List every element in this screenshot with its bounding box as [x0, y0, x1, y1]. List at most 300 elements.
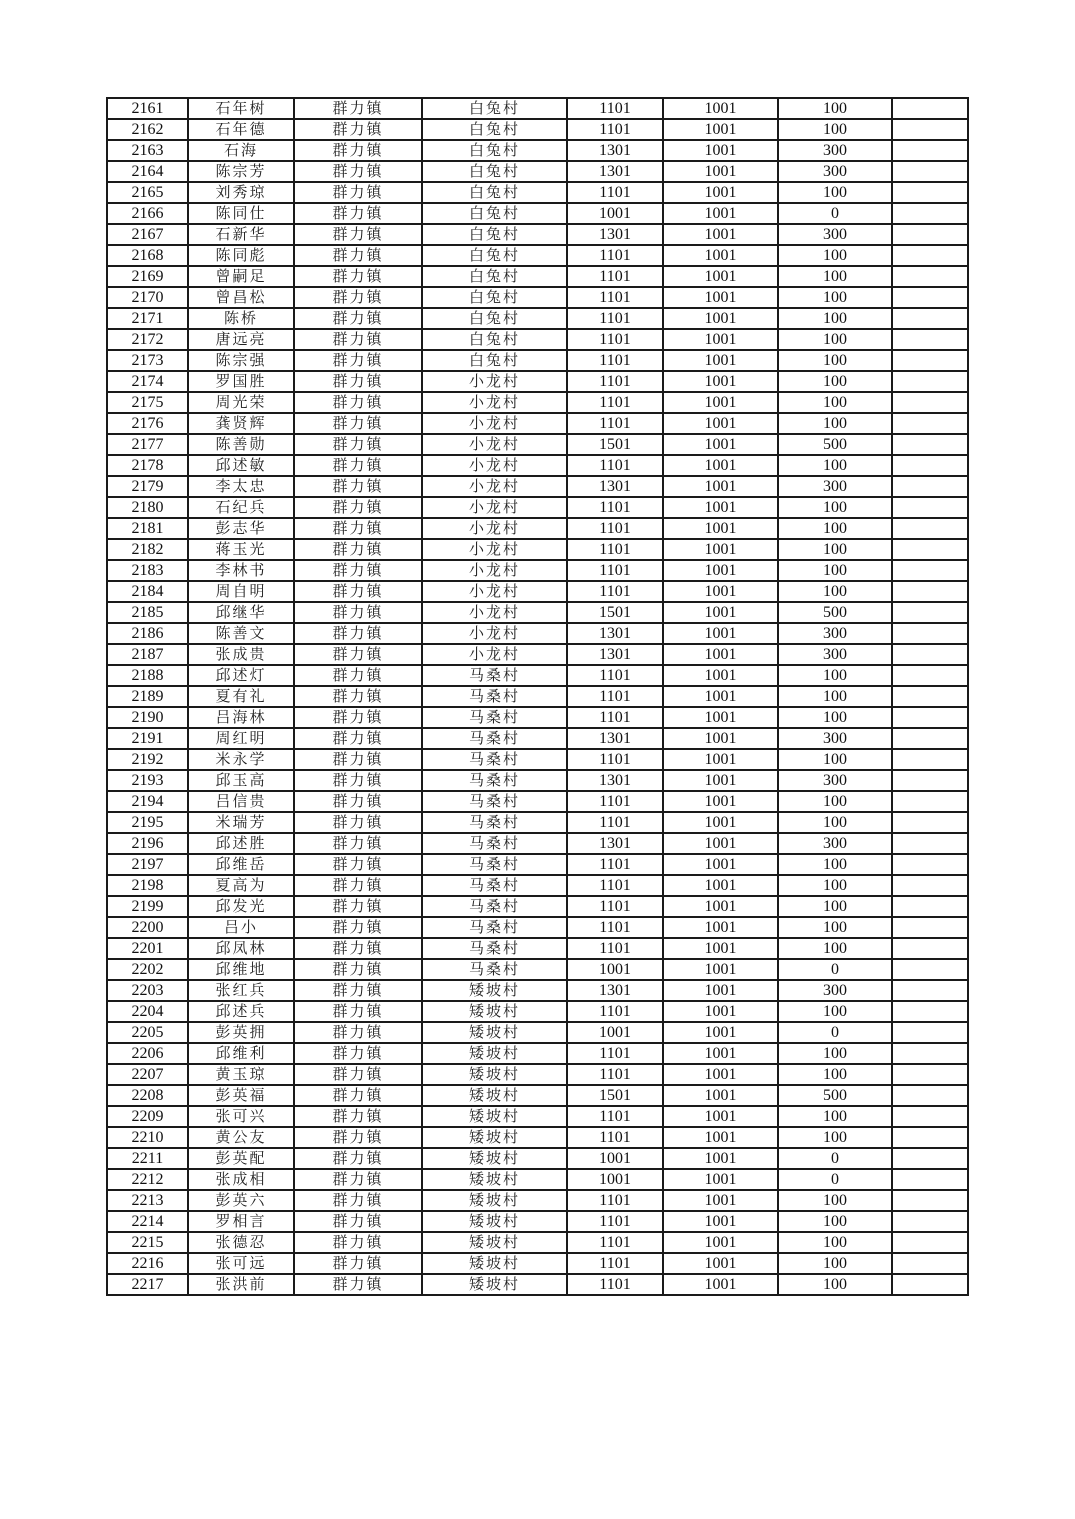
amount-cell: 100	[778, 560, 892, 581]
code-a-cell: 1001	[567, 1148, 663, 1169]
table-row	[107, 1085, 968, 1106]
row-number-cell: 2189	[107, 686, 188, 707]
note-cell	[892, 1232, 968, 1253]
village-cell: 马桑村	[422, 812, 567, 833]
note-cell	[892, 665, 968, 686]
row-number-cell: 2212	[107, 1169, 188, 1190]
village-cell: 矮坡村	[422, 1043, 567, 1064]
name-cell: 陈宗芳	[188, 161, 294, 182]
town-cell: 群力镇	[294, 707, 422, 728]
town-cell: 群力镇	[294, 539, 422, 560]
town-cell: 群力镇	[294, 476, 422, 497]
table-row	[107, 203, 968, 224]
note-cell	[892, 707, 968, 728]
town-cell: 群力镇	[294, 1169, 422, 1190]
note-cell	[892, 161, 968, 182]
code-a-cell: 1101	[567, 560, 663, 581]
table-row	[107, 476, 968, 497]
amount-cell: 100	[778, 812, 892, 833]
code-a-cell: 1301	[567, 224, 663, 245]
town-cell: 群力镇	[294, 1043, 422, 1064]
row-number-cell: 2187	[107, 644, 188, 665]
amount-cell: 100	[778, 854, 892, 875]
row-number-cell: 2194	[107, 791, 188, 812]
code-b-cell: 1001	[663, 770, 778, 791]
row-number-cell: 2206	[107, 1043, 188, 1064]
row-number-cell: 2210	[107, 1127, 188, 1148]
table-row	[107, 1001, 968, 1022]
amount-cell: 500	[778, 1085, 892, 1106]
table-row	[107, 665, 968, 686]
code-b-cell: 1001	[663, 791, 778, 812]
note-cell	[892, 1190, 968, 1211]
code-b-cell: 1001	[663, 644, 778, 665]
amount-cell: 300	[778, 644, 892, 665]
row-number-cell: 2213	[107, 1190, 188, 1211]
amount-cell: 100	[778, 287, 892, 308]
code-a-cell: 1101	[567, 539, 663, 560]
code-b-cell: 1001	[663, 1148, 778, 1169]
code-a-cell: 1301	[567, 623, 663, 644]
code-a-cell: 1101	[567, 917, 663, 938]
code-b-cell: 1001	[663, 518, 778, 539]
table-row	[107, 833, 968, 854]
name-cell: 夏有礼	[188, 686, 294, 707]
town-cell: 群力镇	[294, 665, 422, 686]
row-number-cell: 2195	[107, 812, 188, 833]
name-cell: 彭英拥	[188, 1022, 294, 1043]
village-cell: 小龙村	[422, 560, 567, 581]
code-a-cell: 1101	[567, 497, 663, 518]
town-cell: 群力镇	[294, 245, 422, 266]
village-cell: 小龙村	[422, 371, 567, 392]
note-cell	[892, 1169, 968, 1190]
code-a-cell: 1301	[567, 161, 663, 182]
table-row	[107, 140, 968, 161]
town-cell: 群力镇	[294, 98, 422, 119]
row-number-cell: 2216	[107, 1253, 188, 1274]
table-row	[107, 266, 968, 287]
row-number-cell: 2179	[107, 476, 188, 497]
name-cell: 邱凤林	[188, 938, 294, 959]
name-cell: 蒋玉光	[188, 539, 294, 560]
code-a-cell: 1101	[567, 1274, 663, 1295]
code-a-cell: 1101	[567, 350, 663, 371]
name-cell: 米永学	[188, 749, 294, 770]
note-cell	[892, 1253, 968, 1274]
village-cell: 矮坡村	[422, 1169, 567, 1190]
note-cell	[892, 434, 968, 455]
note-cell	[892, 329, 968, 350]
town-cell: 群力镇	[294, 686, 422, 707]
code-b-cell: 1001	[663, 1169, 778, 1190]
row-number-cell: 2196	[107, 833, 188, 854]
amount-cell: 100	[778, 350, 892, 371]
town-cell: 群力镇	[294, 1064, 422, 1085]
amount-cell: 100	[778, 266, 892, 287]
code-b-cell: 1001	[663, 203, 778, 224]
name-cell: 陈善勋	[188, 434, 294, 455]
row-number-cell: 2180	[107, 497, 188, 518]
row-number-cell: 2162	[107, 119, 188, 140]
amount-cell: 100	[778, 119, 892, 140]
row-number-cell: 2182	[107, 539, 188, 560]
row-number-cell: 2166	[107, 203, 188, 224]
amount-cell: 100	[778, 917, 892, 938]
code-b-cell: 1001	[663, 455, 778, 476]
village-cell: 白兔村	[422, 203, 567, 224]
code-b-cell: 1001	[663, 245, 778, 266]
amount-cell: 300	[778, 728, 892, 749]
village-cell: 矮坡村	[422, 1064, 567, 1085]
code-a-cell: 1301	[567, 476, 663, 497]
code-a-cell: 1301	[567, 140, 663, 161]
code-b-cell: 1001	[663, 350, 778, 371]
name-cell: 李林书	[188, 560, 294, 581]
village-cell: 矮坡村	[422, 1085, 567, 1106]
name-cell: 彭英六	[188, 1190, 294, 1211]
note-cell	[892, 749, 968, 770]
village-cell: 小龙村	[422, 434, 567, 455]
town-cell: 群力镇	[294, 1190, 422, 1211]
row-number-cell: 2177	[107, 434, 188, 455]
table-row	[107, 770, 968, 791]
amount-cell: 300	[778, 140, 892, 161]
village-cell: 小龙村	[422, 581, 567, 602]
table-row	[107, 1022, 968, 1043]
table-row	[107, 1169, 968, 1190]
village-cell: 矮坡村	[422, 1274, 567, 1295]
town-cell: 群力镇	[294, 224, 422, 245]
code-b-cell: 1001	[663, 392, 778, 413]
code-b-cell: 1001	[663, 833, 778, 854]
town-cell: 群力镇	[294, 749, 422, 770]
note-cell	[892, 476, 968, 497]
name-cell: 周光荣	[188, 392, 294, 413]
code-b-cell: 1001	[663, 1085, 778, 1106]
note-cell	[892, 203, 968, 224]
name-cell: 曾昌松	[188, 287, 294, 308]
amount-cell: 300	[778, 770, 892, 791]
row-number-cell: 2208	[107, 1085, 188, 1106]
name-cell: 曾嗣足	[188, 266, 294, 287]
village-cell: 小龙村	[422, 539, 567, 560]
amount-cell: 100	[778, 1064, 892, 1085]
village-cell: 马桑村	[422, 854, 567, 875]
note-cell	[892, 266, 968, 287]
amount-cell: 100	[778, 581, 892, 602]
name-cell: 石年德	[188, 119, 294, 140]
village-cell: 矮坡村	[422, 1001, 567, 1022]
town-cell: 群力镇	[294, 455, 422, 476]
row-number-cell: 2171	[107, 308, 188, 329]
village-cell: 马桑村	[422, 728, 567, 749]
code-b-cell: 1001	[663, 539, 778, 560]
row-number-cell: 2199	[107, 896, 188, 917]
code-b-cell: 1001	[663, 329, 778, 350]
note-cell	[892, 917, 968, 938]
row-number-cell: 2185	[107, 602, 188, 623]
town-cell: 群力镇	[294, 161, 422, 182]
town-cell: 群力镇	[294, 875, 422, 896]
amount-cell: 100	[778, 749, 892, 770]
row-number-cell: 2215	[107, 1232, 188, 1253]
table-row	[107, 980, 968, 1001]
table-row	[107, 161, 968, 182]
table-row	[107, 959, 968, 980]
village-cell: 小龙村	[422, 413, 567, 434]
code-a-cell: 1101	[567, 686, 663, 707]
town-cell: 群力镇	[294, 602, 422, 623]
name-cell: 彭英福	[188, 1085, 294, 1106]
town-cell: 群力镇	[294, 392, 422, 413]
name-cell: 唐远亮	[188, 329, 294, 350]
village-cell: 白兔村	[422, 266, 567, 287]
amount-cell: 100	[778, 245, 892, 266]
table-row	[107, 371, 968, 392]
amount-cell: 300	[778, 980, 892, 1001]
note-cell	[892, 1022, 968, 1043]
village-cell: 马桑村	[422, 959, 567, 980]
name-cell: 张红兵	[188, 980, 294, 1001]
code-a-cell: 1101	[567, 455, 663, 476]
note-cell	[892, 1085, 968, 1106]
row-number-cell: 2198	[107, 875, 188, 896]
town-cell: 群力镇	[294, 560, 422, 581]
code-b-cell: 1001	[663, 686, 778, 707]
village-cell: 白兔村	[422, 245, 567, 266]
code-b-cell: 1001	[663, 434, 778, 455]
row-number-cell: 2165	[107, 182, 188, 203]
name-cell: 罗国胜	[188, 371, 294, 392]
code-b-cell: 1001	[663, 749, 778, 770]
name-cell: 邱述灯	[188, 665, 294, 686]
village-cell: 小龙村	[422, 602, 567, 623]
amount-cell: 100	[778, 707, 892, 728]
amount-cell: 300	[778, 224, 892, 245]
table-row	[107, 1106, 968, 1127]
note-cell	[892, 455, 968, 476]
note-cell	[892, 1148, 968, 1169]
note-cell	[892, 854, 968, 875]
table-row	[107, 455, 968, 476]
roster-table-body	[107, 98, 968, 1295]
amount-cell: 100	[778, 413, 892, 434]
code-b-cell: 1001	[663, 98, 778, 119]
name-cell: 黄玉琼	[188, 1064, 294, 1085]
town-cell: 群力镇	[294, 140, 422, 161]
name-cell: 邱维利	[188, 1043, 294, 1064]
code-b-cell: 1001	[663, 581, 778, 602]
amount-cell: 100	[778, 1190, 892, 1211]
row-number-cell: 2163	[107, 140, 188, 161]
name-cell: 陈宗强	[188, 350, 294, 371]
code-b-cell: 1001	[663, 413, 778, 434]
code-b-cell: 1001	[663, 476, 778, 497]
note-cell	[892, 140, 968, 161]
village-cell: 白兔村	[422, 308, 567, 329]
village-cell: 矮坡村	[422, 1232, 567, 1253]
note-cell	[892, 1043, 968, 1064]
table-row	[107, 182, 968, 203]
amount-cell: 100	[778, 455, 892, 476]
village-cell: 小龙村	[422, 518, 567, 539]
name-cell: 周自明	[188, 581, 294, 602]
code-b-cell: 1001	[663, 161, 778, 182]
code-b-cell: 1001	[663, 623, 778, 644]
name-cell: 石年树	[188, 98, 294, 119]
code-a-cell: 1301	[567, 980, 663, 1001]
note-cell	[892, 602, 968, 623]
amount-cell: 300	[778, 476, 892, 497]
town-cell: 群力镇	[294, 980, 422, 1001]
village-cell: 小龙村	[422, 623, 567, 644]
town-cell: 群力镇	[294, 791, 422, 812]
table-row	[107, 308, 968, 329]
town-cell: 群力镇	[294, 1148, 422, 1169]
row-number-cell: 2207	[107, 1064, 188, 1085]
name-cell: 邱玉高	[188, 770, 294, 791]
row-number-cell: 2200	[107, 917, 188, 938]
town-cell: 群力镇	[294, 728, 422, 749]
amount-cell: 100	[778, 1106, 892, 1127]
code-a-cell: 1101	[567, 245, 663, 266]
town-cell: 群力镇	[294, 413, 422, 434]
note-cell	[892, 770, 968, 791]
amount-cell: 100	[778, 98, 892, 119]
town-cell: 群力镇	[294, 959, 422, 980]
code-b-cell: 1001	[663, 980, 778, 1001]
code-b-cell: 1001	[663, 1253, 778, 1274]
village-cell: 矮坡村	[422, 1148, 567, 1169]
row-number-cell: 2174	[107, 371, 188, 392]
table-row	[107, 1127, 968, 1148]
table-row	[107, 1043, 968, 1064]
code-a-cell: 1101	[567, 1064, 663, 1085]
town-cell: 群力镇	[294, 287, 422, 308]
table-row	[107, 812, 968, 833]
village-cell: 马桑村	[422, 791, 567, 812]
name-cell: 邱维岳	[188, 854, 294, 875]
row-number-cell: 2172	[107, 329, 188, 350]
note-cell	[892, 224, 968, 245]
village-cell: 白兔村	[422, 224, 567, 245]
code-a-cell: 1301	[567, 833, 663, 854]
code-a-cell: 1101	[567, 1253, 663, 1274]
amount-cell: 0	[778, 1148, 892, 1169]
village-cell: 马桑村	[422, 875, 567, 896]
town-cell: 群力镇	[294, 644, 422, 665]
village-cell: 白兔村	[422, 329, 567, 350]
village-cell: 小龙村	[422, 455, 567, 476]
table-row	[107, 1211, 968, 1232]
code-b-cell: 1001	[663, 938, 778, 959]
row-number-cell: 2205	[107, 1022, 188, 1043]
note-cell	[892, 812, 968, 833]
code-a-cell: 1101	[567, 371, 663, 392]
table-row	[107, 392, 968, 413]
village-cell: 马桑村	[422, 770, 567, 791]
amount-cell: 100	[778, 518, 892, 539]
row-number-cell: 2201	[107, 938, 188, 959]
code-a-cell: 1101	[567, 1211, 663, 1232]
town-cell: 群力镇	[294, 833, 422, 854]
code-a-cell: 1101	[567, 896, 663, 917]
table-row	[107, 539, 968, 560]
name-cell: 龚贤辉	[188, 413, 294, 434]
code-b-cell: 1001	[663, 707, 778, 728]
code-b-cell: 1001	[663, 1001, 778, 1022]
town-cell: 群力镇	[294, 350, 422, 371]
row-number-cell: 2186	[107, 623, 188, 644]
code-b-cell: 1001	[663, 665, 778, 686]
town-cell: 群力镇	[294, 854, 422, 875]
row-number-cell: 2191	[107, 728, 188, 749]
note-cell	[892, 245, 968, 266]
row-number-cell: 2217	[107, 1274, 188, 1295]
code-a-cell: 1301	[567, 728, 663, 749]
code-a-cell: 1101	[567, 749, 663, 770]
note-cell	[892, 392, 968, 413]
note-cell	[892, 833, 968, 854]
note-cell	[892, 560, 968, 581]
name-cell: 张洪前	[188, 1274, 294, 1295]
amount-cell: 100	[778, 665, 892, 686]
village-cell: 马桑村	[422, 749, 567, 770]
table-row	[107, 497, 968, 518]
code-b-cell: 1001	[663, 1064, 778, 1085]
code-b-cell: 1001	[663, 959, 778, 980]
amount-cell: 500	[778, 602, 892, 623]
table-row	[107, 329, 968, 350]
town-cell: 群力镇	[294, 1253, 422, 1274]
code-a-cell: 1101	[567, 329, 663, 350]
amount-cell: 100	[778, 938, 892, 959]
code-a-cell: 1101	[567, 287, 663, 308]
row-number-cell: 2190	[107, 707, 188, 728]
name-cell: 李太忠	[188, 476, 294, 497]
row-number-cell: 2209	[107, 1106, 188, 1127]
amount-cell: 100	[778, 1127, 892, 1148]
name-cell: 彭志华	[188, 518, 294, 539]
name-cell: 邱述敏	[188, 455, 294, 476]
code-b-cell: 1001	[663, 602, 778, 623]
name-cell: 张成贵	[188, 644, 294, 665]
name-cell: 张可兴	[188, 1106, 294, 1127]
code-b-cell: 1001	[663, 1043, 778, 1064]
note-cell	[892, 1274, 968, 1295]
name-cell: 吕信贵	[188, 791, 294, 812]
code-b-cell: 1001	[663, 371, 778, 392]
village-cell: 马桑村	[422, 896, 567, 917]
village-cell: 小龙村	[422, 476, 567, 497]
code-a-cell: 1101	[567, 266, 663, 287]
code-b-cell: 1001	[663, 1274, 778, 1295]
note-cell	[892, 413, 968, 434]
row-number-cell: 2211	[107, 1148, 188, 1169]
table-row	[107, 686, 968, 707]
table-row	[107, 119, 968, 140]
village-cell: 马桑村	[422, 917, 567, 938]
village-cell: 白兔村	[422, 161, 567, 182]
table-row	[107, 1274, 968, 1295]
town-cell: 群力镇	[294, 1127, 422, 1148]
row-number-cell: 2178	[107, 455, 188, 476]
amount-cell: 100	[778, 1043, 892, 1064]
row-number-cell: 2184	[107, 581, 188, 602]
code-b-cell: 1001	[663, 1232, 778, 1253]
name-cell: 吕小	[188, 917, 294, 938]
